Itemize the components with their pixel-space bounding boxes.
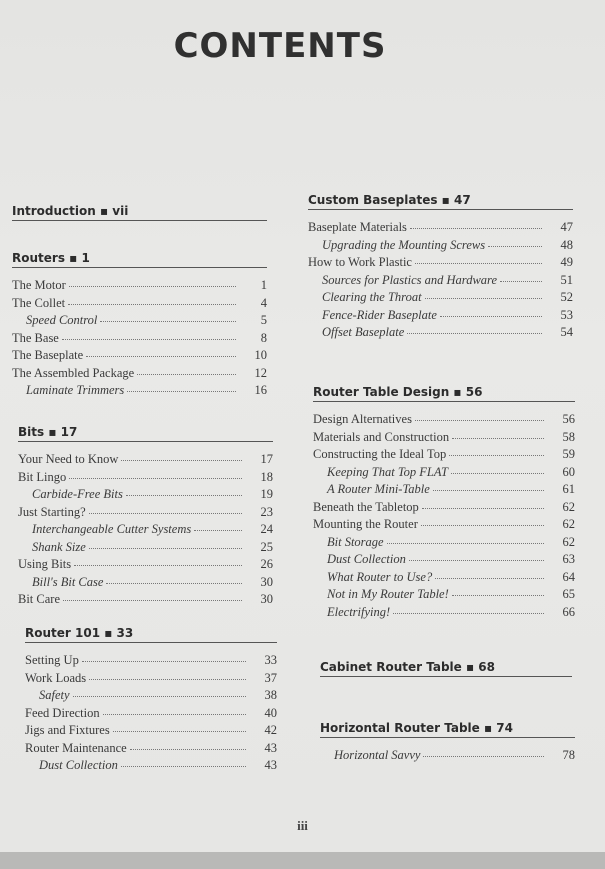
toc-subentry: Speed Control 5 <box>12 311 267 329</box>
toc-entry: Baseplate Materials 47 <box>308 218 573 236</box>
toc-subentry: Dust Collection 63 <box>313 550 575 568</box>
section-heading-router-table-design: Router Table Design ▪ 56 <box>313 385 575 402</box>
toc-subentry: Interchangeable Cutter Systems 24 <box>18 520 273 538</box>
toc-entry: Using Bits 26 <box>18 555 273 573</box>
toc-entry: Bit Care 30 <box>18 590 273 608</box>
page-title: CONTENTS <box>173 26 387 66</box>
toc-entry: The Assembled Package 12 <box>12 364 267 382</box>
toc-entry: How to Work Plastic 49 <box>308 253 573 271</box>
section-router-table-design <box>313 385 575 620</box>
toc-subentry: Upgrading the Mounting Screws 48 <box>308 236 573 254</box>
toc-entry: Design Alternatives 56 <box>313 410 575 428</box>
toc-entry: Work Loads 37 <box>25 669 277 687</box>
toc-subentry: Offset Baseplate 54 <box>308 323 573 341</box>
section-routers <box>12 251 267 399</box>
toc-subentry: Shank Size 25 <box>18 538 273 556</box>
toc-subentry: What Router to Use? 64 <box>313 568 575 586</box>
toc-entry: The Baseplate 10 <box>12 346 267 364</box>
toc-entry: Bit Lingo 18 <box>18 468 273 486</box>
toc-subentry: Electrifying! 66 <box>313 603 575 621</box>
section-heading-cabinet-router-table: Cabinet Router Table ▪ 68 <box>320 660 572 677</box>
toc-subentry: Safety 38 <box>25 686 277 704</box>
toc-entry: The Base 8 <box>12 329 267 347</box>
toc-entry: Constructing the Ideal Top 59 <box>313 445 575 463</box>
toc-subentry: Clearing the Throat 52 <box>308 288 573 306</box>
toc-subentry: Not in My Router Table! 65 <box>313 585 575 603</box>
section-introduction <box>12 204 267 221</box>
section-heading-routers: Routers ▪ 1 <box>12 251 267 268</box>
toc-entry: Jigs and Fixtures 42 <box>25 721 277 739</box>
toc-entry: Mounting the Router 62 <box>313 515 575 533</box>
toc-subentry: Fence-Rider Baseplate 53 <box>308 306 573 324</box>
section-heading-router-101: Router 101 ▪ 33 <box>25 626 277 643</box>
section-router-101 <box>25 626 277 774</box>
toc-subentry: Bit Storage 62 <box>313 533 575 551</box>
section-heading-introduction: Introduction ▪ vii <box>12 204 267 221</box>
section-heading-custom-baseplates: Custom Baseplates ▪ 47 <box>308 193 573 210</box>
toc-entry: Feed Direction 40 <box>25 704 277 722</box>
toc-entry: Router Maintenance 43 <box>25 739 277 757</box>
toc-subentry: Horizontal Savvy 78 <box>320 746 575 764</box>
toc-entry: Just Starting? 23 <box>18 503 273 521</box>
toc-subentry: Dust Collection 43 <box>25 756 277 774</box>
toc-subentry: Sources for Plastics and Hardware 51 <box>308 271 573 289</box>
section-custom-baseplates <box>308 193 573 341</box>
section-bits <box>18 425 273 608</box>
toc-subentry: A Router Mini-Table 61 <box>313 480 575 498</box>
toc-entry: Setting Up 33 <box>25 651 277 669</box>
section-cabinet-router-table <box>320 660 572 677</box>
page-folio: iii <box>297 818 308 833</box>
section-horizontal-router-table <box>320 721 575 764</box>
toc-entry: Beneath the Tabletop 62 <box>313 498 575 516</box>
toc-entry: Your Need to Know 17 <box>18 450 273 468</box>
section-heading-bits: Bits ▪ 17 <box>18 425 273 442</box>
toc-entry: Materials and Construction 58 <box>313 428 575 446</box>
toc-subentry: Keeping That Top FLAT 60 <box>313 463 575 481</box>
toc-subentry: Carbide-Free Bits 19 <box>18 485 273 503</box>
toc-entry: The Collet 4 <box>12 294 267 312</box>
toc-subentry: Bill's Bit Case 30 <box>18 573 273 591</box>
section-heading-horizontal-router-table: Horizontal Router Table ▪ 74 <box>320 721 575 738</box>
page-bottom-edge <box>0 852 605 869</box>
toc-subentry: Laminate Trimmers 16 <box>12 381 267 399</box>
toc-entry: The Motor 1 <box>12 276 267 294</box>
